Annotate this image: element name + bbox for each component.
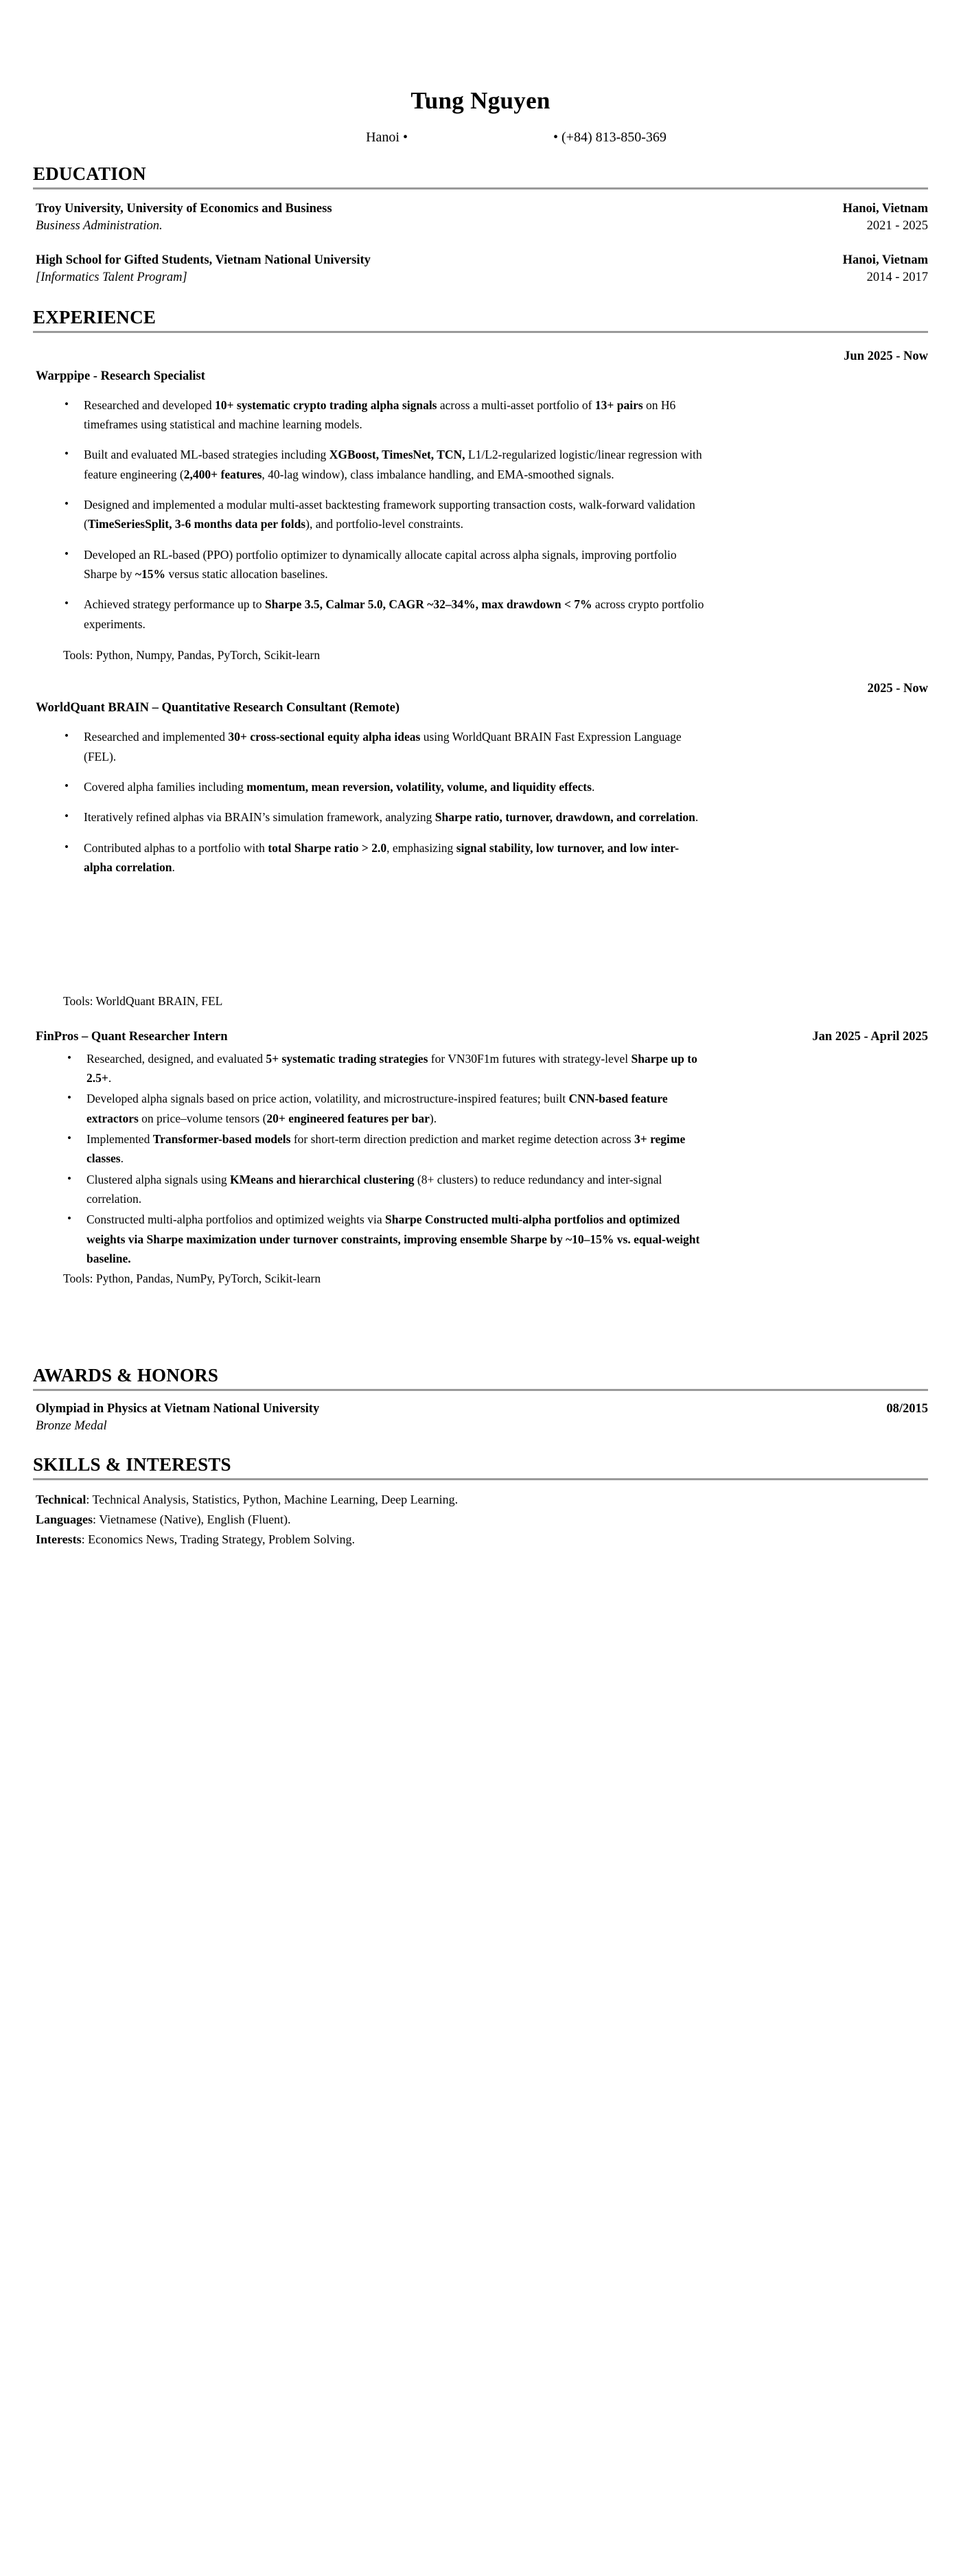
bullet-emphasis: Sharpe up to 2.5+	[86, 1051, 697, 1085]
bullet-text: Iteratively refined alphas via BRAIN’s simulation framework, analyzing	[84, 810, 435, 825]
bullet-text: across a multi-asset portfolio of	[437, 398, 595, 412]
bullet-text: Constructed multi-alpha portfolios and optimized weights via	[86, 1212, 385, 1227]
bullet-text: Developed an RL-based (PPO) portfolio optimizer to dynamically allocate capital across alpha signals, improving portfolio Sharpe by	[84, 547, 677, 581]
bullet-item	[60, 727, 706, 766]
job-date: 2025 - Now	[867, 682, 928, 696]
bullet-text: Researched and developed	[84, 398, 215, 412]
bullet-item	[60, 777, 706, 796]
skills-list	[33, 1490, 928, 1550]
experience-heading: EXPERIENCE	[33, 307, 157, 328]
skills-label: Interests	[36, 1532, 82, 1547]
experience-divider	[33, 331, 928, 333]
bullet-text: Covered alpha families including	[84, 780, 247, 794]
bullet-text: ), and portfolio-level constraints.	[305, 517, 463, 531]
education-dates: 2021 - 2025	[866, 218, 928, 233]
award-title: Olympiad in Physics at Vietnam National University	[36, 1401, 320, 1416]
bullet-text: .	[108, 1071, 112, 1085]
bullet-emphasis: KMeans and hierarchical clustering	[230, 1172, 415, 1186]
awards-heading: AWARDS & HONORS	[33, 1364, 219, 1385]
bullet-text: Built and evaluated ML-based strategies including	[84, 448, 329, 462]
skills-label: Technical	[36, 1492, 86, 1506]
bullet-emphasis: 20+ engineered features per bar	[266, 1111, 430, 1125]
contact-line	[33, 130, 928, 146]
job-title: Warppipe - Research Specialist	[36, 369, 205, 383]
skills-value: : Vietnamese (Native), English (Fluent).	[93, 1512, 291, 1526]
education-sub: [Informatics Talent Program]	[36, 271, 187, 285]
awards-section	[33, 1365, 928, 1435]
education-entry	[33, 200, 928, 235]
bullet-item	[60, 838, 706, 877]
job-date: Jan 2025 - April 2025	[812, 1029, 928, 1044]
bullet-emphasis: Sharpe 3.5, Calmar 5.0, CAGR ~32–34%, max drawdown < 7%	[264, 597, 592, 612]
bullet-text: using WorldQuant BRAIN Fast Expression Language (FEL).	[84, 730, 682, 763]
job-entry	[33, 1028, 928, 1045]
bullet-text: Contributed alphas to a portfolio with	[84, 840, 268, 855]
bullet-emphasis: Transformer-based models	[152, 1132, 291, 1147]
job-entry	[33, 680, 928, 716]
bullet-item	[63, 1089, 708, 1128]
layout-spacer	[33, 877, 928, 980]
bullet-text: .	[172, 860, 175, 875]
bullet-text: .	[695, 810, 699, 825]
bullet-emphasis: Sharpe ratio, turnover, drawdown, and correlation	[435, 810, 695, 825]
job-tools: Tools: Python, Numpy, Pandas, PyTorch, Scikit-learn	[63, 648, 321, 662]
job-bullet-list	[60, 727, 706, 877]
award-date: 08/2015	[886, 1401, 928, 1416]
bullet-text: Clustered alpha signals using	[86, 1172, 231, 1186]
awards-divider	[33, 1389, 928, 1391]
bullet-emphasis: TimeSeriesSplit, 3-6 months data per folds	[87, 517, 306, 531]
education-sub: Business Administration.	[36, 218, 163, 233]
bullet-text: (8+ clusters) to reduce redundancy and inter-signal correlation.	[86, 1172, 662, 1206]
bullet-text: , emphasizing	[386, 840, 456, 855]
bullet-text: Designed and implemented a modular multi-asset backtesting framework supporting transaction costs, walk-forward validation (	[84, 497, 695, 531]
skills-value: : Technical Analysis, Statistics, Python, Machine Learning, Deep Learning.	[86, 1492, 459, 1506]
bullet-text: Researched and implemented	[84, 730, 229, 744]
job-bullet-list	[63, 1049, 708, 1269]
education-org: High School for Gifted Students, Vietnam National University	[36, 253, 371, 268]
bullet-emphasis: 5+ systematic trading strategies	[266, 1051, 428, 1066]
skills-row	[33, 1530, 928, 1550]
bullet-emphasis: 30+ cross-sectional equity alpha ideas	[228, 730, 421, 744]
award-sub: Bronze Medal	[36, 1418, 107, 1433]
bullet-text: , 40-lag window), class imbalance handling, and EMA-smoothed signals.	[262, 467, 614, 481]
job-entry	[33, 348, 928, 384]
bullet-item	[63, 1170, 708, 1209]
bullet-text: ).	[429, 1111, 437, 1125]
education-section	[33, 163, 928, 287]
bullet-item	[60, 445, 706, 484]
bullet-text: Researched, designed, and evaluated	[86, 1051, 266, 1066]
bullet-emphasis: 2,400+ features	[183, 467, 262, 481]
bullet-item	[60, 395, 706, 435]
bullet-emphasis: signal stability, low turnover, and low inter-alpha correlation	[84, 840, 680, 875]
skills-label: Languages	[36, 1512, 93, 1526]
bullet-text: L1/L2-regularized logistic/linear regression with feature engineering (	[84, 448, 702, 481]
bullet-item	[60, 807, 706, 827]
layout-spacer	[33, 1288, 928, 1339]
bullet-emphasis: momentum, mean reversion, volatility, volume, and liquidity effects	[246, 780, 592, 794]
bullet-emphasis: 10+ systematic crypto trading alpha signals	[214, 398, 437, 412]
experience-section	[33, 307, 928, 1287]
bullet-emphasis: Sharpe Constructed multi-alpha portfolios and optimized weights via Sharpe maximization under turnover constraints, improving ensemble Sharpe by ~10–15% vs. equal-weight baseline.	[86, 1212, 700, 1266]
bullet-text: Achieved strategy performance up to	[84, 597, 265, 612]
education-place: Hanoi, Vietnam	[842, 201, 928, 216]
job-title: FinPros – Quant Researcher Intern	[36, 1029, 228, 1044]
education-place: Hanoi, Vietnam	[842, 253, 928, 268]
bullet-item	[60, 595, 706, 634]
contact-location: Hanoi •	[366, 129, 408, 145]
bullet-emphasis: total Sharpe ratio > 2.0	[268, 840, 387, 855]
job-bullet-list	[60, 395, 706, 634]
job-tools: Tools: WorldQuant BRAIN, FEL	[63, 994, 223, 1009]
bullet-text: for short-term direction prediction and market regime detection across	[290, 1132, 634, 1147]
award-entry	[33, 1401, 928, 1435]
skills-heading: SKILLS & INTERESTS	[33, 1453, 231, 1475]
bullet-item	[63, 1129, 708, 1169]
bullet-emphasis: ~15%	[135, 566, 165, 581]
education-entry	[33, 252, 928, 286]
skills-row	[33, 1490, 928, 1510]
bullet-emphasis: 3+ regime classes	[86, 1132, 686, 1166]
skills-section	[33, 1454, 928, 1550]
education-org: Troy University, University of Economics and Business	[36, 201, 332, 216]
skills-divider	[33, 1478, 928, 1480]
skills-row	[33, 1510, 928, 1530]
bullet-text: for VN30F1m futures with strategy-level	[428, 1051, 632, 1066]
bullet-text: on H6 timeframes using statistical and machine learning models.	[84, 398, 676, 431]
job-title: WorldQuant BRAIN – Quantitative Research Consultant (Remote)	[36, 701, 400, 715]
resume-page	[0, 88, 961, 2576]
bullet-emphasis: CNN-based feature extractors	[86, 1092, 668, 1125]
education-heading: EDUCATION	[33, 163, 146, 184]
bullet-item	[63, 1049, 708, 1088]
bullet-text: on price–volume tensors (	[138, 1111, 267, 1125]
bullet-emphasis: 13+ pairs	[594, 398, 643, 412]
bullet-text: Implemented	[86, 1132, 153, 1147]
candidate-name: Tung Nguyen	[410, 87, 551, 114]
bullet-text: versus static allocation baselines.	[165, 566, 328, 581]
bullet-text: .	[591, 780, 595, 794]
bullet-item	[60, 495, 706, 534]
job-date: Jun 2025 - Now	[844, 349, 928, 364]
contact-phone: • (+84) 813-850-369	[553, 129, 667, 145]
bullet-text: Developed alpha signals based on price action, volatility, and microstructure-inspired features; built	[86, 1092, 569, 1106]
bullet-text: .	[120, 1151, 124, 1166]
education-divider	[33, 187, 928, 189]
job-tools: Tools: Python, Pandas, NumPy, PyTorch, Scikit-learn	[63, 1272, 321, 1286]
bullet-text: across crypto portfolio experiments.	[84, 597, 704, 631]
bullet-item	[63, 1210, 708, 1268]
bullet-emphasis: XGBoost, TimesNet, TCN,	[329, 448, 465, 462]
education-dates: 2014 - 2017	[866, 271, 928, 285]
skills-value: : Economics News, Trading Strategy, Problem Solving.	[81, 1532, 355, 1547]
bullet-item	[60, 545, 706, 584]
